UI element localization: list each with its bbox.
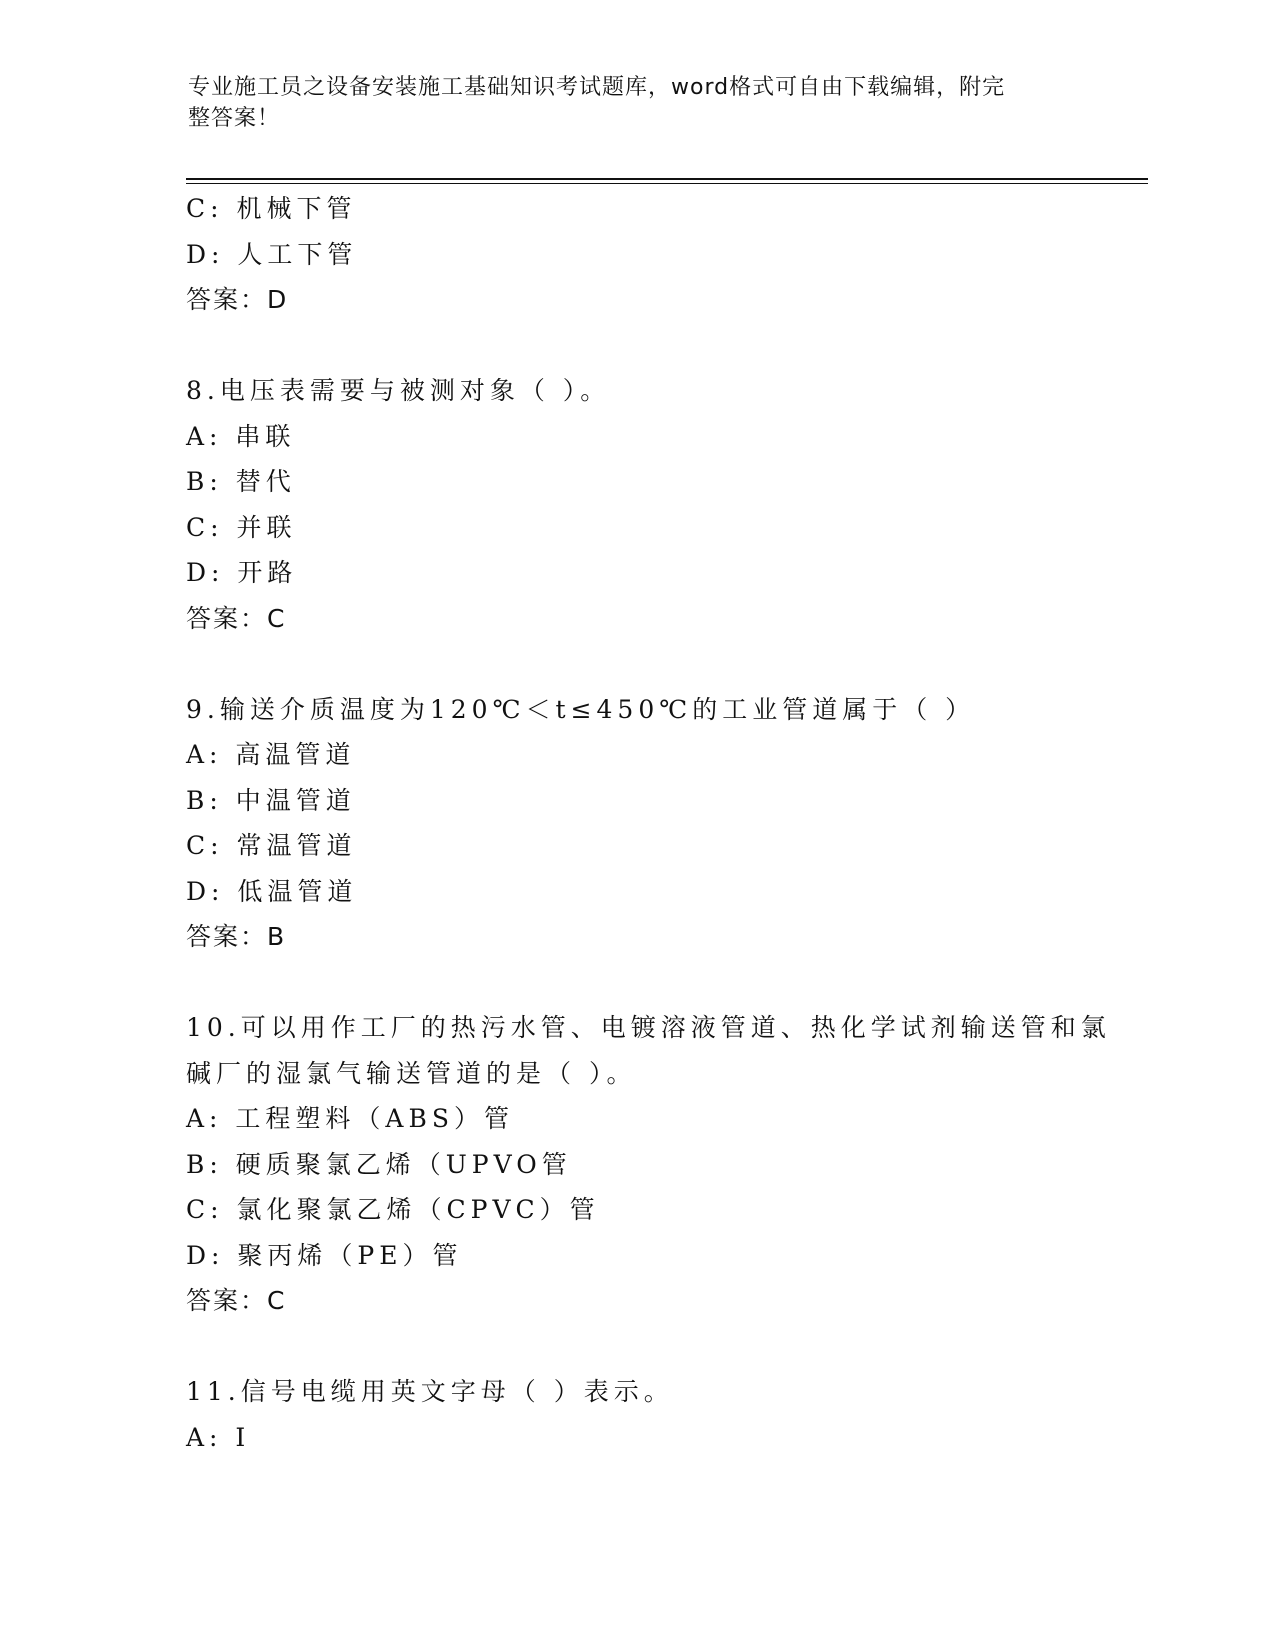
option-c: C: 并联 (186, 512, 297, 542)
spacer (186, 960, 1116, 1006)
question-stem-line-1: 10.可以用作工厂的热污水管、电镀溶液管道、热化学试剂输送管和氯 (186, 1013, 1111, 1042)
answer-line: 答案：B (186, 922, 287, 951)
option-c: C: 机械下管 (186, 194, 357, 223)
document-header (188, 72, 1068, 134)
question-stem: 8.电压表需要与被测对象（ ）。 (186, 376, 611, 405)
option-a: A: 高温管道 (186, 740, 356, 769)
option-b: B: 中温管道 (186, 785, 356, 815)
question-list (186, 186, 1116, 1460)
spacer (186, 641, 1116, 687)
question-stem-line-2: 碱厂的湿氯气输送管道的是（ ）。 (186, 1058, 637, 1088)
header-line-1: 专业施工员之设备安装施工基础知识考试题库，word格式可自由下载编辑，附完 (188, 75, 1006, 100)
answer-line: 答案：D (186, 285, 289, 314)
option-d: D: 低温管道 (186, 876, 358, 906)
option-d: D: 开路 (186, 558, 298, 587)
option-b: B: 硬质聚氯乙烯（UPVO管 (186, 1149, 572, 1179)
option-d: D: 聚丙烯（PE）管 (186, 1240, 463, 1270)
answer-line: 答案：C (186, 603, 287, 633)
option-a: A: I (186, 1422, 251, 1452)
answer-line: 答案：C (186, 1286, 287, 1315)
option-c: C: 常温管道 (186, 831, 357, 860)
header-line-2: 整答案！ (188, 106, 281, 131)
option-b: B: 替代 (186, 467, 296, 496)
option-d: D: 人工下管 (186, 239, 358, 269)
spacer (186, 1324, 1116, 1370)
question-stem: 11.信号电缆用英文字母（ ）表示。 (186, 1377, 674, 1406)
option-c: C: 氯化聚氯乙烯（CPVC）管 (186, 1195, 600, 1224)
option-a: A: 串联 (186, 421, 296, 451)
header-rule-thick (186, 178, 1148, 180)
option-a: A: 工程塑料（ABS）管 (186, 1104, 514, 1133)
question-stem: 9.输送介质温度为120℃＜t≤450℃的工业管道属于（ ） (186, 694, 976, 724)
spacer (186, 323, 1116, 369)
header-rule-thin (186, 183, 1148, 184)
